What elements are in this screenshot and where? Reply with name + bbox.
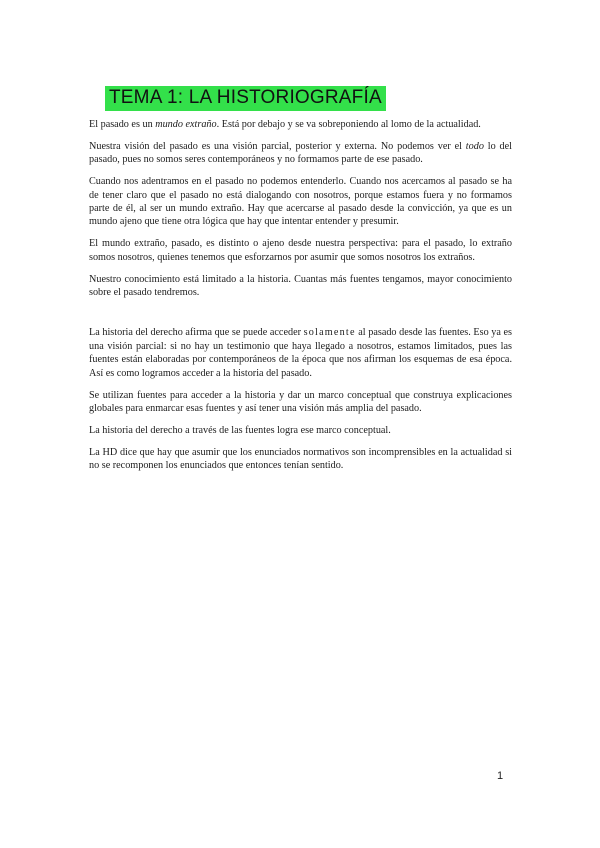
paragraph-2-text-a: Nuestra visión del pasado es una visión parcial, posterior y externa. No podemos ver el bbox=[89, 140, 466, 152]
paragraph-8: La historia del derecho a través de las fuentes logra ese marco conceptual. bbox=[89, 424, 391, 436]
paragraph-6-text-a: La historia del derecho afirma que se puede acceder bbox=[89, 327, 304, 339]
paragraph-1 bbox=[89, 118, 512, 131]
paragraph-2-text-b: lo del pasado, pues no somos seres contemporáneos y no formamos parte de ese pasado. bbox=[89, 140, 512, 166]
paragraph-1-italic: mundo extraño bbox=[155, 119, 217, 130]
paragraph-5: Nuestro conocimiento está limitado a la historia. Cuantas más fuentes tengamos, mayor conocimiento sobre el pasado tendremos. bbox=[89, 273, 512, 299]
paragraph-6-text-b: al pasado desde las fuentes. Eso ya es una visión parcial: si no hay un testimonio que haya llegado a nosotros, estamos limitados, pues las fuentes están elaboradas por contemporáneos de la época que nos afirman los esquemas de esa época. Así es como logramos acceder a la historia del pasado. bbox=[89, 327, 512, 379]
paragraph-6-spaced-word: solamente bbox=[303, 327, 356, 339]
paragraph-9: La HD dice que hay que asumir que los enunciados normativos son incomprensibles en la actualidad si no se recomponen los enunciados que entonces tenían sentido. bbox=[89, 446, 512, 472]
paragraph-4: El mundo extraño, pasado, es distinto o ajeno desde nuestra perspectiva: para el pasado, lo extraño somos nosotros, quienes tenemos que esforzarnos por asumir que somos nosotros los extraños. bbox=[89, 238, 512, 263]
paragraph-1-text-b: . Está por debajo y se va sobreponiendo al lomo de la actualidad. bbox=[216, 119, 481, 130]
page-number: 1 bbox=[497, 770, 504, 782]
document-title: TEMA 1: LA HISTORIOGRAFÍA bbox=[105, 86, 386, 111]
paragraph-2 bbox=[89, 140, 512, 167]
paragraph-3: Cuando nos adentramos en el pasado no podemos entenderlo. Cuando nos acercamos al pasado se ha de tener claro que el pasado no está dialogando con nosotros, porque estamos fuera y no formamos parte de él, al ser un mundo extraño. Hay que acercarse al pasado desde la convicción, ya que es un mundo ajeno que tiene otra lógica que hay que intentar entender y presumir. bbox=[89, 176, 512, 228]
paragraph-1-text-a: El pasado es un bbox=[89, 119, 156, 130]
paragraph-2-italic: todo bbox=[465, 140, 484, 152]
document-body bbox=[89, 118, 512, 481]
paragraph-6 bbox=[89, 326, 512, 380]
paragraph-7: Se utilizan fuentes para acceder a la historia y dar un marco conceptual que construya explicaciones globales para enmarcar esas fuentes y así tener una visión más amplia del pasado. bbox=[89, 389, 512, 414]
